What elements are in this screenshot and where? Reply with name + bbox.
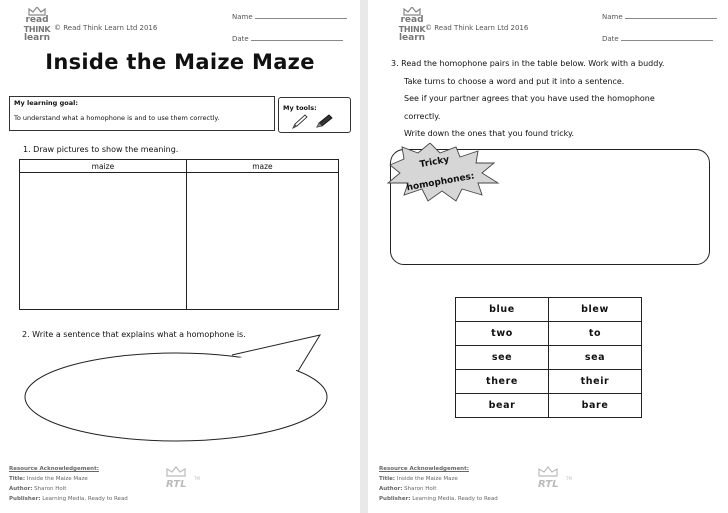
- homophone-word: sea: [549, 346, 642, 370]
- homophone-word: see: [456, 346, 549, 370]
- logo-word-learn: learn: [398, 33, 426, 43]
- table-row: [456, 298, 642, 322]
- date-line: [621, 40, 713, 41]
- table-row: [456, 370, 642, 394]
- ack-publisher-label: Publisher:: [9, 496, 41, 502]
- date-field[interactable]: [602, 35, 713, 43]
- tricky-homophones-burst: [382, 143, 502, 203]
- instruction-line: Write down the ones that you found tricky.: [404, 129, 575, 138]
- column-header-maize: maize: [20, 160, 187, 173]
- logo-word-read: read: [400, 15, 424, 25]
- ack-author-value: Sharon Holt: [404, 486, 437, 492]
- homophone-word: two: [456, 322, 549, 346]
- question-2: 2. Write a sentence that explains what a homophone is.: [22, 330, 246, 339]
- worksheet-page-2: [368, 0, 728, 513]
- copyright-notice: © Read Think Learn Ltd 2016: [425, 24, 529, 32]
- ack-author-label: Author:: [379, 486, 403, 492]
- resource-acknowledgement: [379, 464, 498, 504]
- homophone-word: to: [549, 322, 642, 346]
- instruction-line: 3. Read the homophone pairs in the table below. Work with a buddy.: [391, 59, 665, 68]
- copyright-notice: © Read Think Learn Ltd 2016: [54, 24, 158, 32]
- rtl-trademark: TM: [566, 476, 572, 481]
- instructions: [391, 55, 721, 143]
- worksheet-page-1: [0, 0, 360, 513]
- speech-bubble[interactable]: [0, 0, 360, 513]
- ack-title-label: Title:: [9, 476, 26, 482]
- acknowledgement-heading: Resource Acknowledgement:: [379, 466, 469, 472]
- homophone-word: their: [549, 370, 642, 394]
- rtl-logo-text: RTL: [166, 479, 187, 490]
- table-row: [456, 322, 642, 346]
- instruction-line: Take turns to choose a word and put it into a sentence.: [404, 76, 625, 86]
- resource-acknowledgement: [9, 464, 128, 504]
- instruction-line: correctly.: [404, 111, 441, 121]
- homophone-pairs-table: [455, 297, 642, 418]
- ack-author-label: Author:: [9, 486, 33, 492]
- ack-author-value: Sharon Holt: [34, 486, 67, 492]
- homophone-word: blue: [456, 298, 549, 322]
- logo-word-learn: learn: [23, 33, 51, 43]
- ack-publisher-label: Publisher:: [379, 496, 411, 502]
- ack-title-value: Inside the Maize Maze: [396, 476, 458, 482]
- name-label: Name: [602, 13, 623, 21]
- logo-word-think: THINK: [398, 25, 426, 34]
- learning-goal-text: To understand what a homophone is and to use them correctly.: [14, 114, 220, 122]
- column-header-maze: maze: [186, 160, 338, 173]
- learning-goal-heading: My learning goal:: [14, 99, 78, 107]
- crown-icon: [538, 466, 558, 477]
- rtl-logo: [166, 462, 200, 490]
- table-row: [456, 394, 642, 418]
- rtl-trademark: TM: [194, 476, 200, 481]
- logo-word-read: read: [25, 15, 49, 25]
- tricky-label-line2: homophones:: [405, 171, 476, 194]
- name-label: Name: [232, 13, 253, 21]
- date-label: Date: [602, 35, 619, 43]
- date-label: Date: [232, 35, 249, 43]
- question-1: 1. Draw pictures to show the meaning.: [23, 145, 179, 154]
- ack-title-label: Title:: [379, 476, 396, 482]
- ack-publisher-value: Learning Media, Ready to Read: [412, 496, 498, 502]
- homophone-word: bare: [549, 394, 642, 418]
- crown-icon: [166, 466, 186, 477]
- tools-heading: My tools:: [283, 104, 317, 112]
- logo-word-think: THINK: [23, 25, 51, 34]
- page-title: Inside the Maize Maze: [45, 50, 315, 74]
- name-line: [625, 18, 717, 19]
- acknowledgement-heading: Resource Acknowledgement:: [9, 466, 99, 472]
- ack-title-value: Inside the Maize Maze: [26, 476, 88, 482]
- ack-publisher-value: Learning Media, Ready to Read: [42, 496, 128, 502]
- table-row: [456, 346, 642, 370]
- instruction-line: See if your partner agrees that you have used the homophone: [404, 94, 655, 103]
- name-field[interactable]: [602, 13, 717, 21]
- homophone-word: bear: [456, 394, 549, 418]
- read-think-learn-logo: [397, 7, 427, 43]
- rtl-logo: [538, 462, 572, 490]
- homophone-word: there: [456, 370, 549, 394]
- rtl-logo-text: RTL: [538, 479, 559, 490]
- homophone-word: blew: [549, 298, 642, 322]
- tricky-label-line1: Tricky: [418, 155, 451, 171]
